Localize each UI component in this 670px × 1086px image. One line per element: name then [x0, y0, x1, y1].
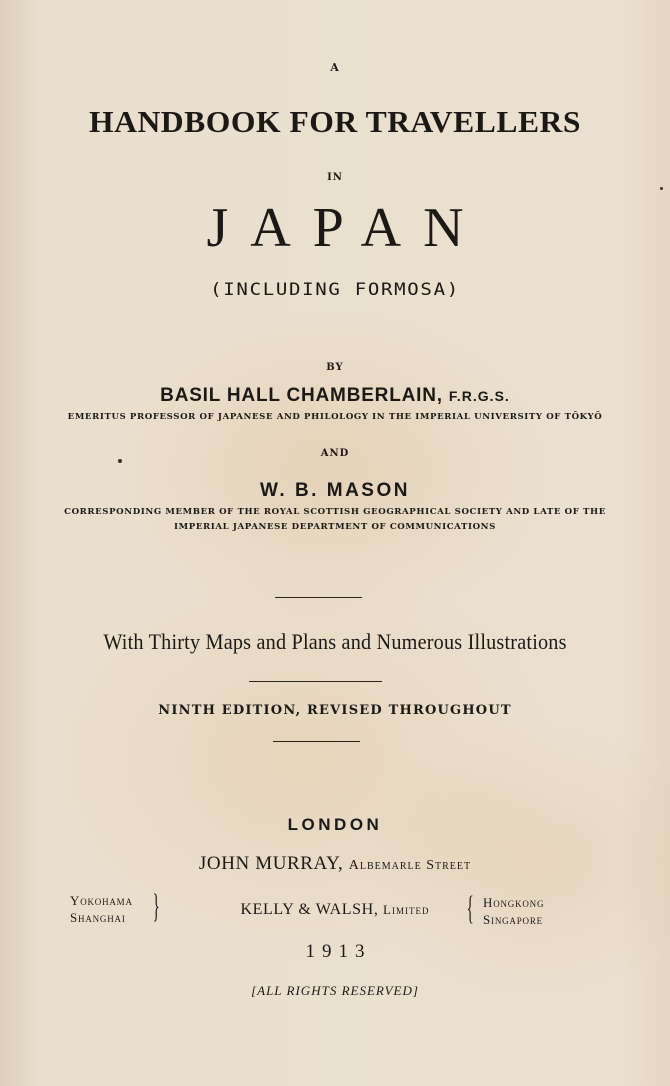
imprint-city: LONDON	[287, 815, 383, 834]
and-label: AND	[320, 448, 350, 459]
publisher-name: JOHN MURRAY,	[198, 853, 344, 874]
title-preposition: IN	[327, 172, 343, 183]
country-title: JAPAN	[206, 197, 486, 259]
author1-line	[0, 385, 670, 407]
ink-speck	[118, 459, 122, 463]
ink-speck	[660, 187, 663, 190]
author1-name: BASIL HALL CHAMBERLAIN,	[160, 385, 443, 406]
by-label: BY	[326, 362, 344, 373]
publication-year: 1913	[305, 941, 372, 962]
divider-rule	[273, 741, 360, 742]
agent-name: KELLY & WALSH,	[240, 901, 379, 918]
title-article: A	[330, 61, 340, 74]
rights-statement: [ALL RIGHTS RESERVED]	[251, 983, 419, 998]
city-shanghai: Shanghai	[70, 910, 126, 925]
maps-note: With Thirty Maps and Plans and Numerous Illustrations	[103, 629, 567, 654]
author2-description-line2: IMPERIAL JAPANESE DEPARTMENT OF COMMUNICATIONS	[174, 522, 496, 532]
agent-line	[0, 901, 670, 919]
main-title: HANDBOOK FOR TRAVELLERS	[89, 104, 581, 139]
left-brace-icon: {	[466, 890, 474, 927]
city-yokohama: Yokohama	[70, 893, 133, 908]
author1-description: EMERITUS PROFESSOR OF JAPANESE AND PHILOLOGY IN THE IMPERIAL UNIVERSITY OF TŌKYŌ	[67, 412, 603, 422]
right-brace-icon: }	[152, 888, 160, 925]
city-hongkong: Hongkong	[483, 895, 545, 910]
edition-statement: NINTH EDITION, REVISED THROUGHOUT	[158, 703, 512, 718]
divider-rule	[275, 597, 362, 598]
right-cities	[483, 894, 544, 928]
subtitle: (INCLUDING FORMOSA)	[210, 280, 460, 300]
author2-name: W. B. MASON	[260, 480, 410, 501]
publisher-line	[0, 853, 670, 875]
author2-description-line1: CORRESPONDING MEMBER OF THE ROYAL SCOTTISH GEOGRAPHICAL SOCIETY AND LATE OF THE	[64, 507, 606, 517]
author1-honors: F.R.G.S.	[448, 388, 510, 404]
divider-rule	[249, 681, 382, 682]
publisher-address: Albemarle Street	[348, 858, 472, 873]
agent-suffix: Limited	[383, 902, 430, 917]
city-singapore: Singapore	[483, 912, 543, 927]
